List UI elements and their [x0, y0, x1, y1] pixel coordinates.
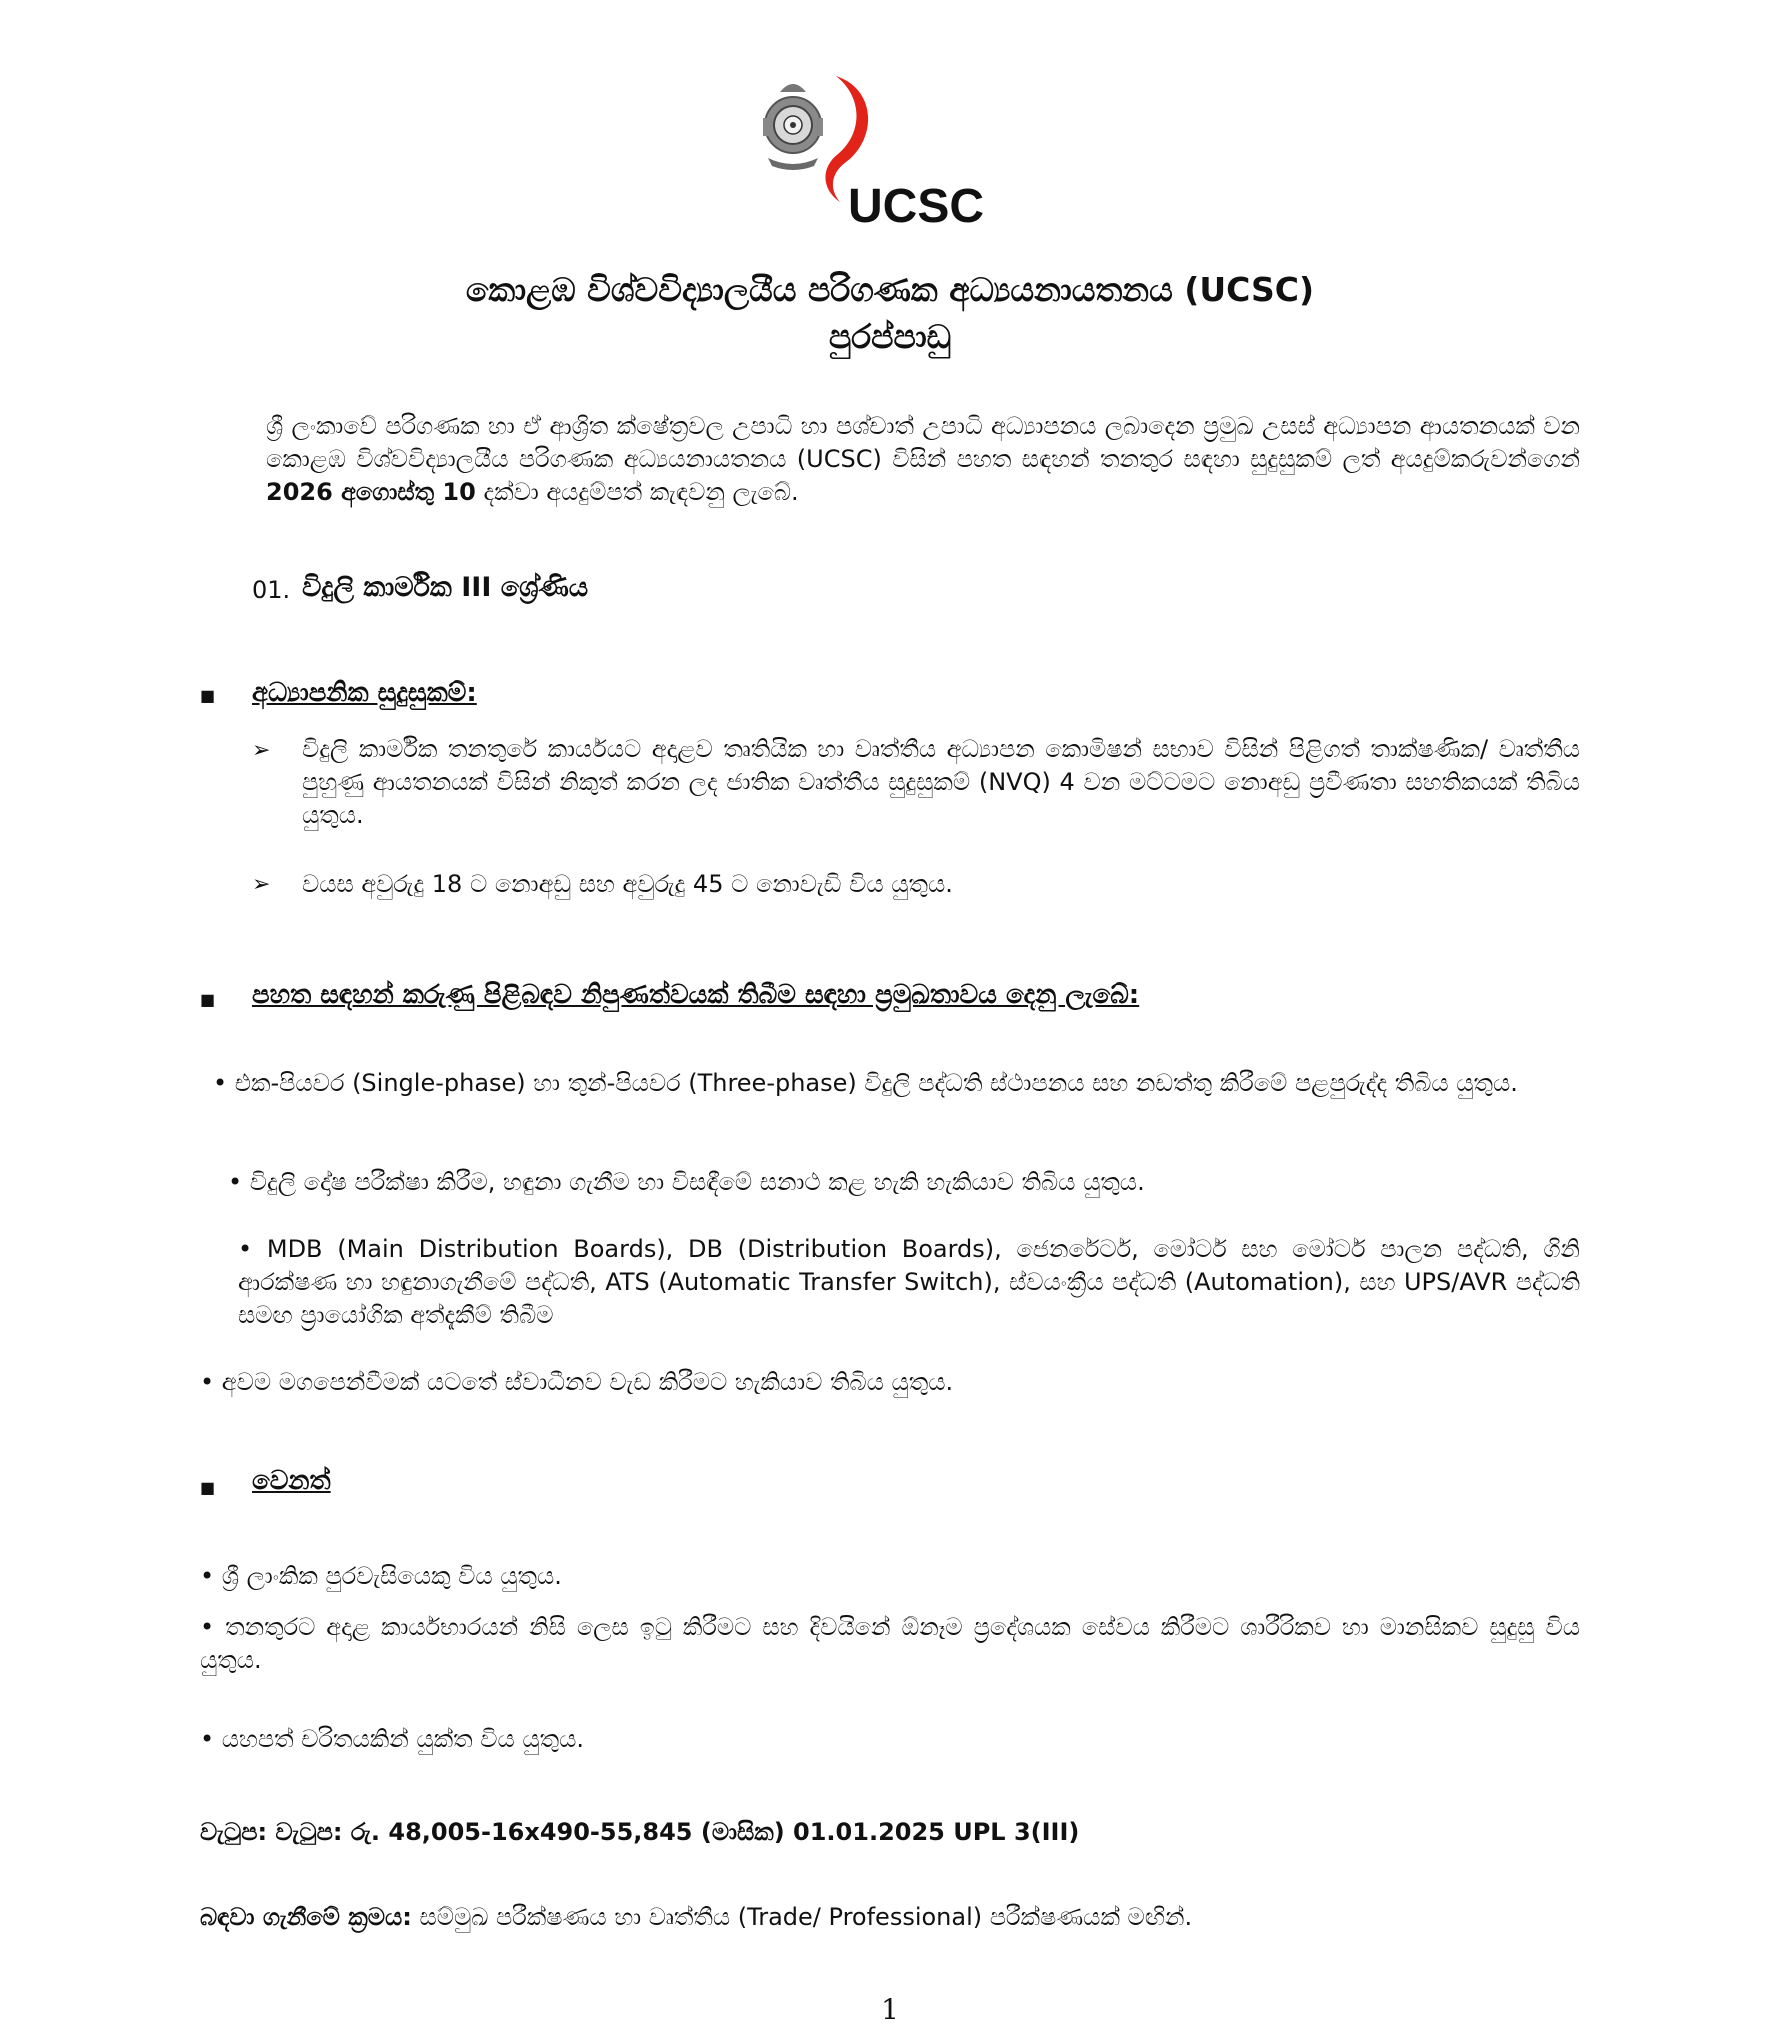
section-bullet-icon: ■ [200, 1478, 216, 1497]
page-subtitle: පුරප්පාඩු [828, 317, 952, 356]
intro-paragraph [266, 410, 1580, 509]
arrow-bullet-icon: ➢ [252, 872, 271, 897]
priority-item: • අවම මගපෙන්වීමක් යටතේ ස්වාධීනව වැඩ කිරීමට හැකියාව තිබිය යුතුය. [200, 1368, 954, 1396]
education-item: වයස අවුරුදු 18 ට නොඅඩු සහ අවුරුදු 45 ට නොවැඩි විය යුතුය. [302, 870, 953, 898]
recruitment-line [200, 1903, 1192, 1931]
priority-heading: පහත සඳහන් කරුණු පිළිබඳව නිපුණත්වයක් තිබීම සඳහා ප්‍රමුඛතාවය දෙනු ලැබේ: [252, 980, 1140, 1010]
section-bullet-icon: ■ [200, 990, 216, 1009]
position-title: විදුලි කාර්මික III ශ්‍රේණිය [302, 572, 589, 603]
recruitment-label: බඳවා ගැනීමේ ක්‍රමය: [200, 1903, 412, 1931]
priority-item: • විදුලි දෝෂ පරීක්ෂා කිරීම, හඳුනා ගැනීම හා විසඳීමේ සනාථ කළ හැකි හැකියාව තිබිය යුතුය. [228, 1168, 1145, 1196]
ucsc-logo-graphic [748, 70, 985, 233]
page-number: 1 [881, 1993, 899, 2026]
logo-text: UCSC [848, 180, 985, 233]
education-item: විදුලි කාර්මික තනතුරේ කාර්යයට අදාළව තෘතියික හා වෘත්තීය අධ්‍යාපන කොමිෂන් සභාව විසින් පිළිගත් තාක්ෂණික/ වෘත්තීය පුහුණු ආයතනයක් විසින් නිකුත් කරන ලද ජාතික වෘත්තීය සුදුසුකම් (NVQ) 4 වන මට්ටමට නොඅඩු ප්‍රවීණතා සහතිකයක් තිබිය යුතුය. [302, 735, 1580, 829]
education-heading: අධ්‍යාපනික සුදුසුකම්: [252, 678, 477, 708]
page-title: කොළඹ විශ්වවිද්‍යාලයීය පරිගණක අධ්‍යයනායතනය (UCSC) [465, 270, 1315, 309]
position-number: 01. [252, 576, 291, 604]
other-item: • තනතුරට අදාළ කාර්යභාරයන් නිසි ලෙස ඉටු කිරීමට සහ දිවයිනේ ඕනෑම ප්‍රදේශයක සේවය කිරීමට ශාරීරිකව හා මානසිකව සුදුසු විය යුතුය. [200, 1613, 1580, 1674]
salary-label: වැටුප: [200, 1818, 268, 1846]
salary-value: වැටුප: රු. 48,005-16x490-55,845 (මාසික) 01.01.2025 UPL 3(III) [267, 1818, 1080, 1846]
other-item: • ශ්‍රී ලාංකික පුරවැසියෙකු විය යුතුය. [200, 1562, 562, 1590]
priority-item: • එක-පියවර (Single-phase) හා තුන්-පියවර (Three-phase) විදුලි පද්ධති ස්ථාපනය සහ නඩත්තු කිරීමේ පළපුරුද්ද තිබිය යුතුය. [213, 1069, 1518, 1097]
intro-deadline-date: 2026 අගොස්තු 10 [266, 478, 476, 506]
intro-text-end: දක්වා අයදුම්පත් කැඳවනු ලැබේ. [475, 478, 799, 506]
section-bullet-icon: ■ [200, 686, 216, 705]
recruitment-value: සම්මුඛ පරීක්ෂණය හා වෘත්තීය (Trade/ Professional) පරීක්ෂණයක් මඟින්. [411, 1903, 1193, 1931]
salary-line [200, 1818, 1079, 1846]
priority-item: • MDB (Main Distribution Boards), DB (Distribution Boards), ජෙනරේටර්, මෝටර් සහ මෝටර් පාලන පද්ධති, ගිනි ආරක්ෂණ හා හඳුනාගැනීමේ පද්ධති, ATS (Automatic Transfer Switch), ස්වයංක්‍රීය පද්ධති (Automation), සහ UPS/AVR පද්ධති සමඟ ප්‍රායෝගික අත්දැකීම් තිබීම [238, 1235, 1580, 1329]
other-item: • යහපත් චරිතයකින් යුක්ත විය යුතුය. [200, 1725, 585, 1753]
other-heading: වෙනත් [252, 1466, 331, 1496]
arrow-bullet-icon: ➢ [252, 738, 271, 763]
ucsc-logo [748, 70, 985, 233]
intro-text-start: ශ්‍රී ලංකාවේ පරිගණක හා ඒ ආශ්‍රිත ක්ෂේත්‍රවල උපාධි හා පශ්චාත් උපාධි අධ්‍යාපනය ලබාදෙන ප්‍රමුඛ උසස් අධ්‍යාපන ආයතනයක් වන කොළඹ විශ්වවිද්‍යාලයීය පරිගණක අධ්‍යයනායතනය (UCSC) විසින් පහත සඳහන් තනතුර සඳහා සුදුසුකම් ලත් අයදුම්කරුවන්ගෙන් [266, 412, 1580, 473]
university-crest-icon [763, 84, 823, 170]
